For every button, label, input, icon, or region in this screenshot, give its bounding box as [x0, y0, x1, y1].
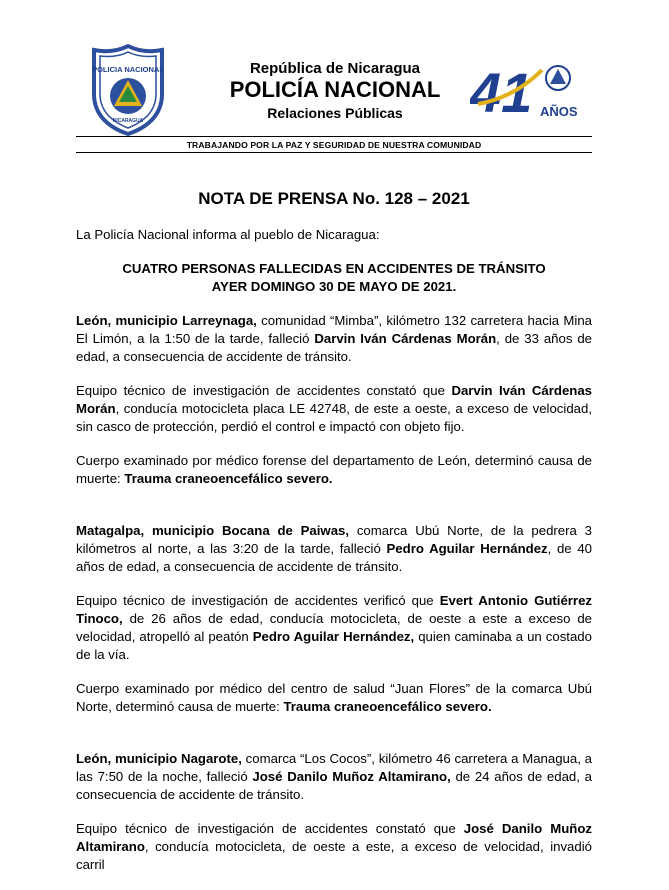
paragraph-6: Cuerpo examinado por médico del centro de salud “Juan Flores” de la comarca Ubú Norte, determinó causa de muerte: Trauma craneoencefálico severo.	[76, 681, 592, 714]
paragraph-3: Cuerpo examinado por médico forense del departamento de León, determinó causa de muerte: Trauma craneoencefálico severo.	[76, 453, 592, 486]
motto: TRABAJANDO POR LA PAZ Y SEGURIDAD DE NUESTRA COMUNIDAD	[186, 140, 482, 150]
paragraph-2: Equipo técnico de investigación de accidentes constató que Darvin Iván Cárdenas Morán, conducía motocicleta placa LE 42748, de este a oeste, a exceso de velocidad, sin casco de protección, perdió el control e impactó con objeto fijo.	[76, 383, 592, 434]
headline	[76, 260, 592, 296]
shield-title: POLICIA NACIONAL	[92, 65, 164, 74]
paragraph-4: Matagalpa, municipio Bocana de Paiwas, comarca Ubú Norte, de la pedrera 3 kilómetros al norte, a las 3:20 de la tarde, falleció Pedro Aguilar Hernández, de 40 años de edad, a consecuencia de accidente de tránsito.	[76, 523, 592, 574]
police-shield-logo	[90, 44, 166, 136]
header-rule-bottom	[76, 152, 592, 153]
republic-name: República de Nicaragua	[249, 60, 421, 77]
paragraph-1: León, municipio Larreynaga, comunidad “Mimba”, kilómetro 132 carretera hacia Mina El Limón, a la 1:50 de la tarde, falleció Darvin Iván Cárdenas Morán, de 33 años de edad, a consecuencia de accidente de tránsito.	[76, 313, 593, 364]
anniversary-number: 41	[470, 61, 533, 124]
headline-line-2: AYER DOMINGO 30 DE MAYO DE 2021.	[211, 279, 457, 294]
paragraph-5: Equipo técnico de investigación de accidentes verificó que Evert Antonio Gutiérrez Tinoco, de 26 años de edad, conducía motocicleta, de oeste a este a exceso de velocidad, atropelló al peatón Pedro Aguilar Hernández, quien caminaba a un costado de la vía.	[76, 593, 592, 662]
header-rule-top	[76, 136, 592, 137]
letterhead	[0, 0, 669, 150]
header-text	[200, 60, 470, 121]
headline-line-1: CUATRO PERSONAS FALLECIDAS EN ACCIDENTES DE TRÁNSITO	[122, 261, 546, 276]
paragraph-7: León, municipio Nagarote, comarca “Los Cocos”, kilómetro 46 carretera a Managua, a las 7:50 de la noche, falleció José Danilo Muñoz Altamirano, de 24 años de edad, a consecuencia de accidente de tránsito.	[76, 751, 593, 802]
anniversary-word: AÑOS	[540, 104, 578, 119]
police-name: POLICÍA NACIONAL	[229, 77, 441, 103]
anniversary-logo	[470, 60, 580, 124]
department-name: Relaciones Públicas	[267, 104, 403, 121]
intro-line: La Policía Nacional informa al pueblo de Nicaragua:	[76, 227, 380, 242]
shield-subtitle: NICARAGUA	[112, 118, 144, 124]
press-release-body	[76, 190, 592, 890]
paragraph-8: Equipo técnico de investigación de accidentes constató que José Danilo Muñoz Altamirano, conducía motocicleta, de oeste a este, a exceso de velocidad, invadió carril	[76, 821, 592, 872]
press-release-title: NOTA DE PRENSA No. 128 – 2021	[198, 189, 470, 208]
